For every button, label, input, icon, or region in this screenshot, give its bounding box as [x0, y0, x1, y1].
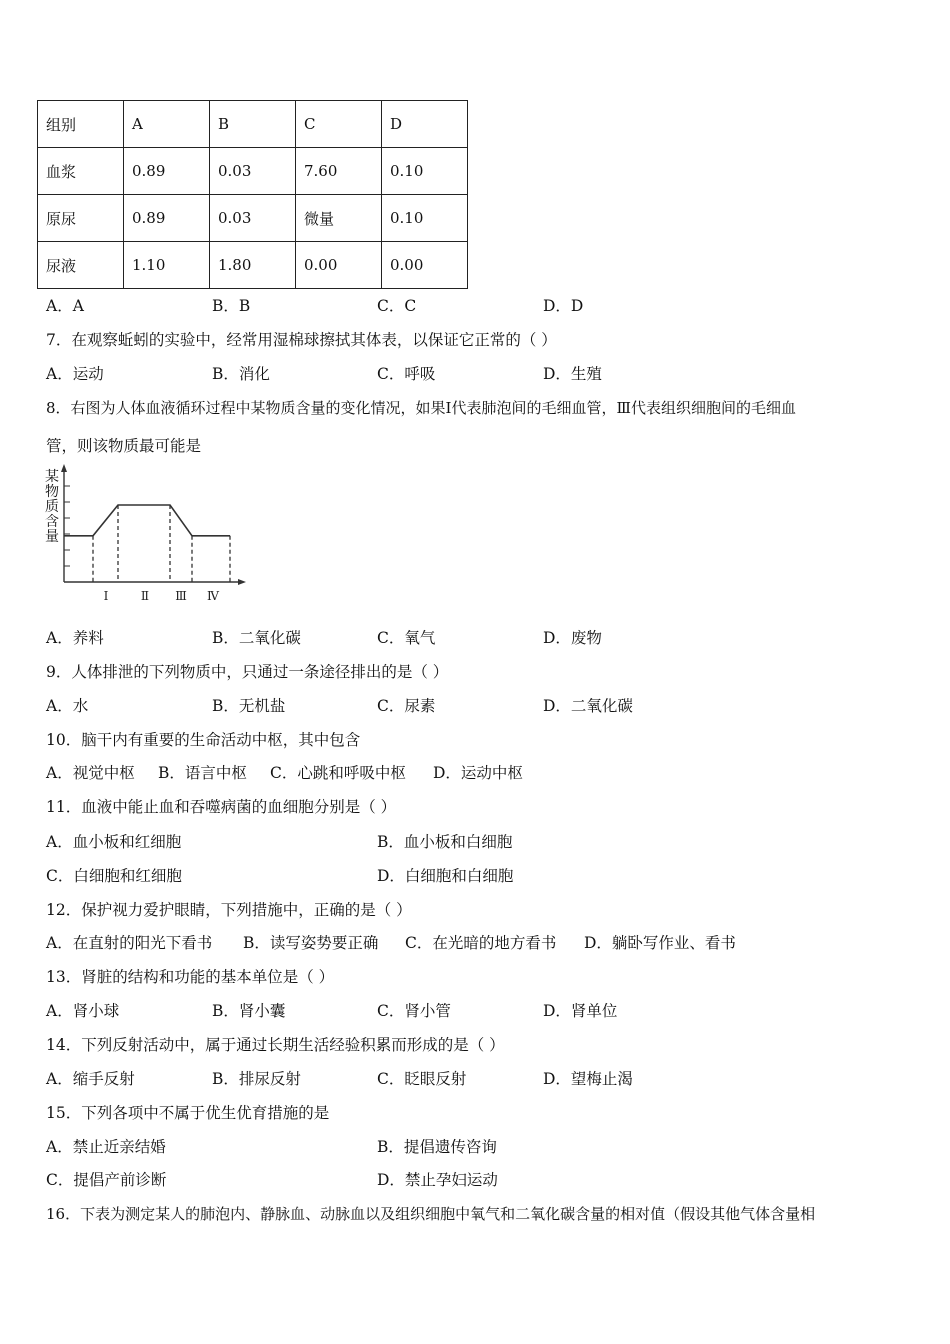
q14-option-d: D．望梅止渴: [543, 1070, 633, 1088]
table-cell: 组别: [38, 101, 124, 148]
table-cell: 0.10: [382, 148, 468, 195]
x-axis-arrow: [238, 579, 246, 585]
q8-option-a: A．养料: [46, 629, 104, 647]
table-header-row: [38, 101, 468, 148]
q10-stem: 10．脑干内有重要的生命活动中枢，其中包含: [46, 731, 361, 749]
q11-option-a: A．血小板和红细胞: [46, 833, 182, 851]
table-cell: 微量: [296, 195, 382, 242]
q15-option-b: B．提倡遗传咨询: [377, 1138, 497, 1156]
q11-option-d: D．白细胞和白细胞: [377, 867, 514, 885]
y-axis-arrow: [61, 464, 67, 472]
q12-option-b: B．读写姿势要正确: [243, 934, 379, 952]
q15-option-a: A．禁止近亲结婚: [46, 1138, 166, 1156]
q11-stem: 11．血液中能止血和吞噬病菌的血细胞分别是（ ）: [46, 798, 397, 816]
table-cell: 0.10: [382, 195, 468, 242]
table-cell: 0.00: [382, 242, 468, 289]
q9-stem: 9．人体排泄的下列物质中，只通过一条途径排出的是（ ）: [46, 663, 449, 681]
q11-option-b: B．血小板和白细胞: [377, 833, 513, 851]
q8-stem-line1: 8．右图为人体血液循环过程中某物质含量的变化情况，如果Ⅰ代表肺泡间的毛细血管，Ⅲ代表组织细胞间的毛细血: [46, 399, 796, 417]
q7-option-a: A．运动: [46, 365, 104, 383]
table-cell: 0.89: [124, 195, 210, 242]
q12-option-d: D．躺卧写作业、看书: [584, 934, 736, 952]
q14-option-c: C．眨眼反射: [377, 1070, 467, 1088]
table-cell: 原尿: [38, 195, 124, 242]
q14-option-a: A．缩手反射: [46, 1070, 135, 1088]
q9-option-c: C．尿素: [377, 697, 436, 715]
q8-option-d: D．废物: [543, 629, 602, 647]
q6-option-a: A．A: [46, 297, 84, 315]
q13-option-a: A．肾小球: [46, 1002, 120, 1020]
q13-option-b: B．肾小囊: [212, 1002, 286, 1020]
q15-option-c: C．提倡产前诊断: [46, 1171, 167, 1189]
q13-option-d: D．肾单位: [543, 1002, 618, 1020]
data-table: [37, 100, 468, 289]
table-row: [38, 195, 468, 242]
category-label: Ⅳ: [207, 589, 219, 603]
table-row: [38, 148, 468, 195]
q10-option-b: B．语言中枢: [158, 764, 247, 782]
q7-stem: 7．在观察蚯蚓的实验中，经常用湿棉球擦拭其体表，以保证它正常的（ ）: [46, 331, 557, 349]
q15-stem: 15．下列各项中不属于优生优育措施的是: [46, 1104, 330, 1122]
q11-option-c: C．白细胞和红细胞: [46, 867, 182, 885]
q10-option-d: D．运动中枢: [433, 764, 523, 782]
q14-stem: 14．下列反射活动中，属于通过长期生活经验积累而形成的是（ ）: [46, 1036, 505, 1054]
table-cell: 1.80: [210, 242, 296, 289]
q16-stem: 16．下表为测定某人的肺泡内、静脉血、动脉血以及组织细胞中氧气和二氧化碳含量的相对值（假设其他气体含量相: [46, 1205, 816, 1223]
table-cell: 血浆: [38, 148, 124, 195]
q13-option-c: C．肾小管: [377, 1002, 451, 1020]
q9-option-d: D．二氧化碳: [543, 697, 633, 715]
table-cell: 0.03: [210, 148, 296, 195]
table-row: [38, 242, 468, 289]
table-cell: 0.03: [210, 195, 296, 242]
q10-option-a: A．视觉中枢: [46, 764, 135, 782]
q7-option-d: D．生殖: [543, 365, 602, 383]
q7-option-b: B．消化: [212, 365, 270, 383]
table-cell: C: [296, 101, 382, 148]
table-cell: 0.00: [296, 242, 382, 289]
q12-stem: 12．保护视力爱护眼睛，下列措施中，正确的是（ ）: [46, 901, 412, 919]
q12-option-a: A．在直射的阳光下看书: [46, 934, 213, 952]
table-cell: D: [382, 101, 468, 148]
table-cell: 尿液: [38, 242, 124, 289]
q8-option-b: B．二氧化碳: [212, 629, 301, 647]
table-cell: 0.89: [124, 148, 210, 195]
q15-option-d: D．禁止孕妇运动: [377, 1171, 498, 1189]
q12-option-c: C．在光暗的地方看书: [405, 934, 557, 952]
q9-option-b: B．无机盐: [212, 697, 286, 715]
q10-option-c: C．心跳和呼吸中枢: [270, 764, 406, 782]
chart-ylabel: 某物质含量: [45, 469, 59, 545]
category-label: Ⅱ: [140, 589, 150, 603]
substance-content-chart: [40, 462, 260, 612]
q8-stem-line2: 管，则该物质最可能是: [46, 437, 202, 455]
table-cell: A: [124, 101, 210, 148]
category-label: Ⅰ: [103, 589, 109, 603]
series-line: [64, 505, 230, 536]
table-cell: 1.10: [124, 242, 210, 289]
q6-option-b: B．B: [212, 297, 251, 315]
q6-option-d: D．D: [543, 297, 584, 315]
q7-option-c: C．呼吸: [377, 365, 436, 383]
q8-option-c: C．氧气: [377, 629, 436, 647]
q6-option-c: C．C: [377, 297, 417, 315]
q9-option-a: A．水: [46, 697, 89, 715]
table-cell: 7.60: [296, 148, 382, 195]
q13-stem: 13．肾脏的结构和功能的基本单位是（ ）: [46, 968, 335, 986]
q14-option-b: B．排尿反射: [212, 1070, 301, 1088]
table-cell: B: [210, 101, 296, 148]
category-label: Ⅲ: [175, 589, 187, 603]
